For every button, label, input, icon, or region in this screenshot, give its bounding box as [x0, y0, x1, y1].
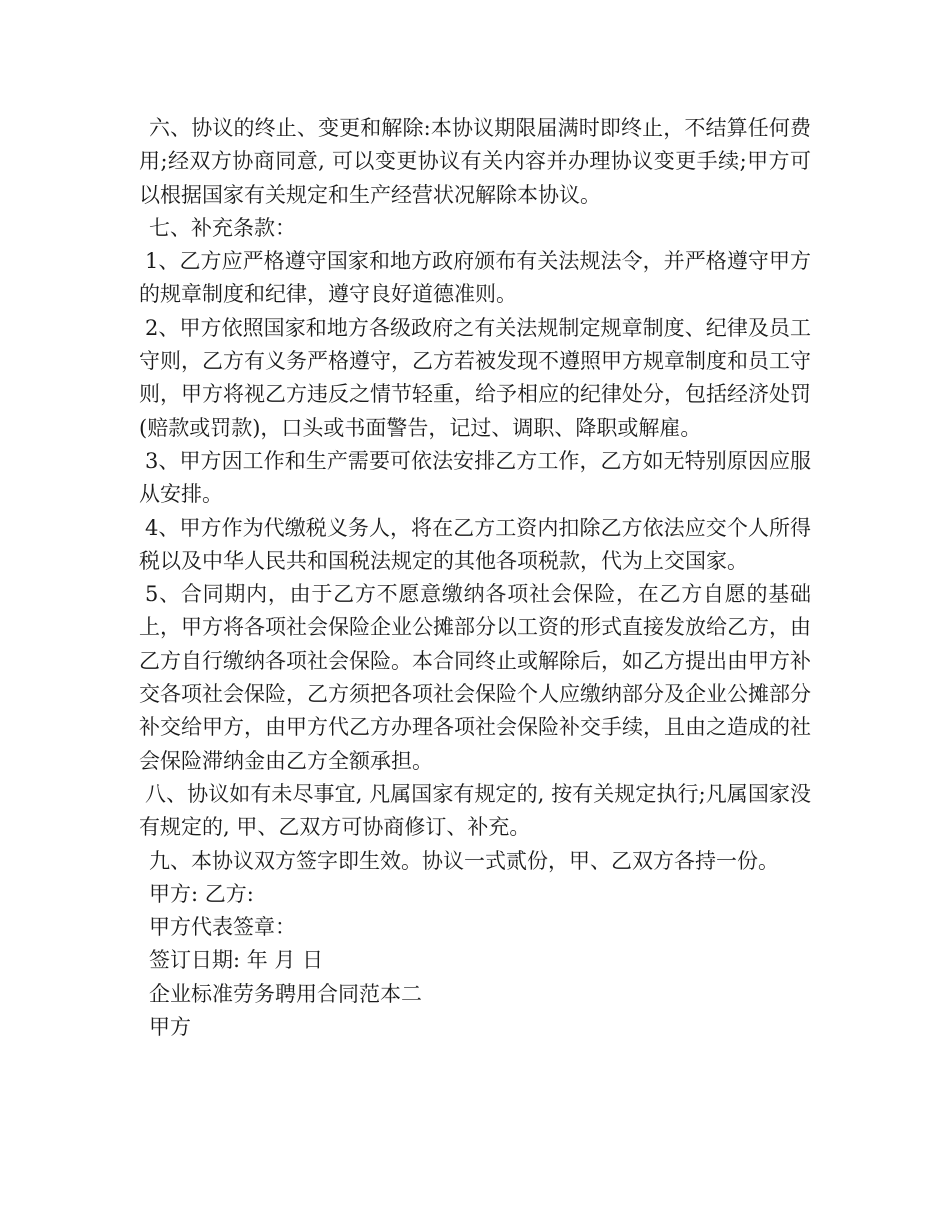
- clause-termination: 六、协议的终止、变更和解除:本协议期限届满时即终止，不结算任何费用;经双方协商同意, 可以变更协议有关内容并办理协议变更手续;甲方可以根据国家有关规定和生产经营状况解除本协议。: [139, 116, 811, 207]
- supplementary-item-3: 3、甲方因工作和生产需要可依法安排乙方工作，乙方如无特别原因应服从安排。: [139, 448, 811, 507]
- signature-date: 签订日期: 年 月 日: [149, 948, 324, 973]
- supplementary-item-1: 1、乙方应严格遵守国家和地方政府颁布有关法规法令，并严格遵守甲方的规章制度和纪律，遵守良好道德准则。: [139, 249, 811, 307]
- supplementary-item-2: 2、甲方依照国家和地方各级政府之有关法规制定规章制度、纪律及员工守则，乙方有义务严格遵守，乙方若被发现不遵照甲方规章制度和员工守则，甲方将视乙方违反之情节轻重，给予相应的纪律处分，包括经济处罚(赔款或罚款)，口头或书面警告，记过、调职、降职或解雇。: [139, 315, 811, 440]
- next-contract-party-a: 甲方: [149, 1015, 191, 1040]
- clause-effectiveness: 九、本协议双方签字即生效。协议一式贰份，甲、乙双方各持一份。: [149, 848, 779, 873]
- clause-unresolved-matters: 八、协议如有未尽事宜, 凡属国家有规定的, 按有关规定执行;凡属国家没有规定的, 甲、乙双方可协商修订、补充。: [139, 781, 811, 840]
- next-contract-title: 企业标准劳务聘用合同范本二: [149, 981, 422, 1006]
- document-body: [139, 112, 811, 1044]
- clause-supplementary-heading: 七、补充条款：: [149, 215, 296, 240]
- supplementary-item-5: 5、合同期内，由于乙方不愿意缴纳各项社会保险，在乙方自愿的基础上，甲方将各项社会保险企业公摊部分以工资的形式直接发放给乙方，由乙方自行缴纳各项社会保险。本合同终止或解除后，如乙方提出由甲方补交各项社会保险，乙方须把各项社会保险个人应缴纳部分及企业公摊部分补交给甲方，由甲方代乙方办理各项社会保险补交手续，且由之造成的社会保险滞纳金由乙方全额承担。: [139, 582, 811, 773]
- signature-representative: 甲方代表签章：: [149, 915, 296, 940]
- signature-parties: 甲方: 乙方:: [149, 881, 254, 906]
- supplementary-item-4: 4、甲方作为代缴税义务人，将在乙方工资内扣除乙方依法应交个人所得税以及中华人民共和国税法规定的其他各项税款，代为上交国家。: [139, 515, 811, 573]
